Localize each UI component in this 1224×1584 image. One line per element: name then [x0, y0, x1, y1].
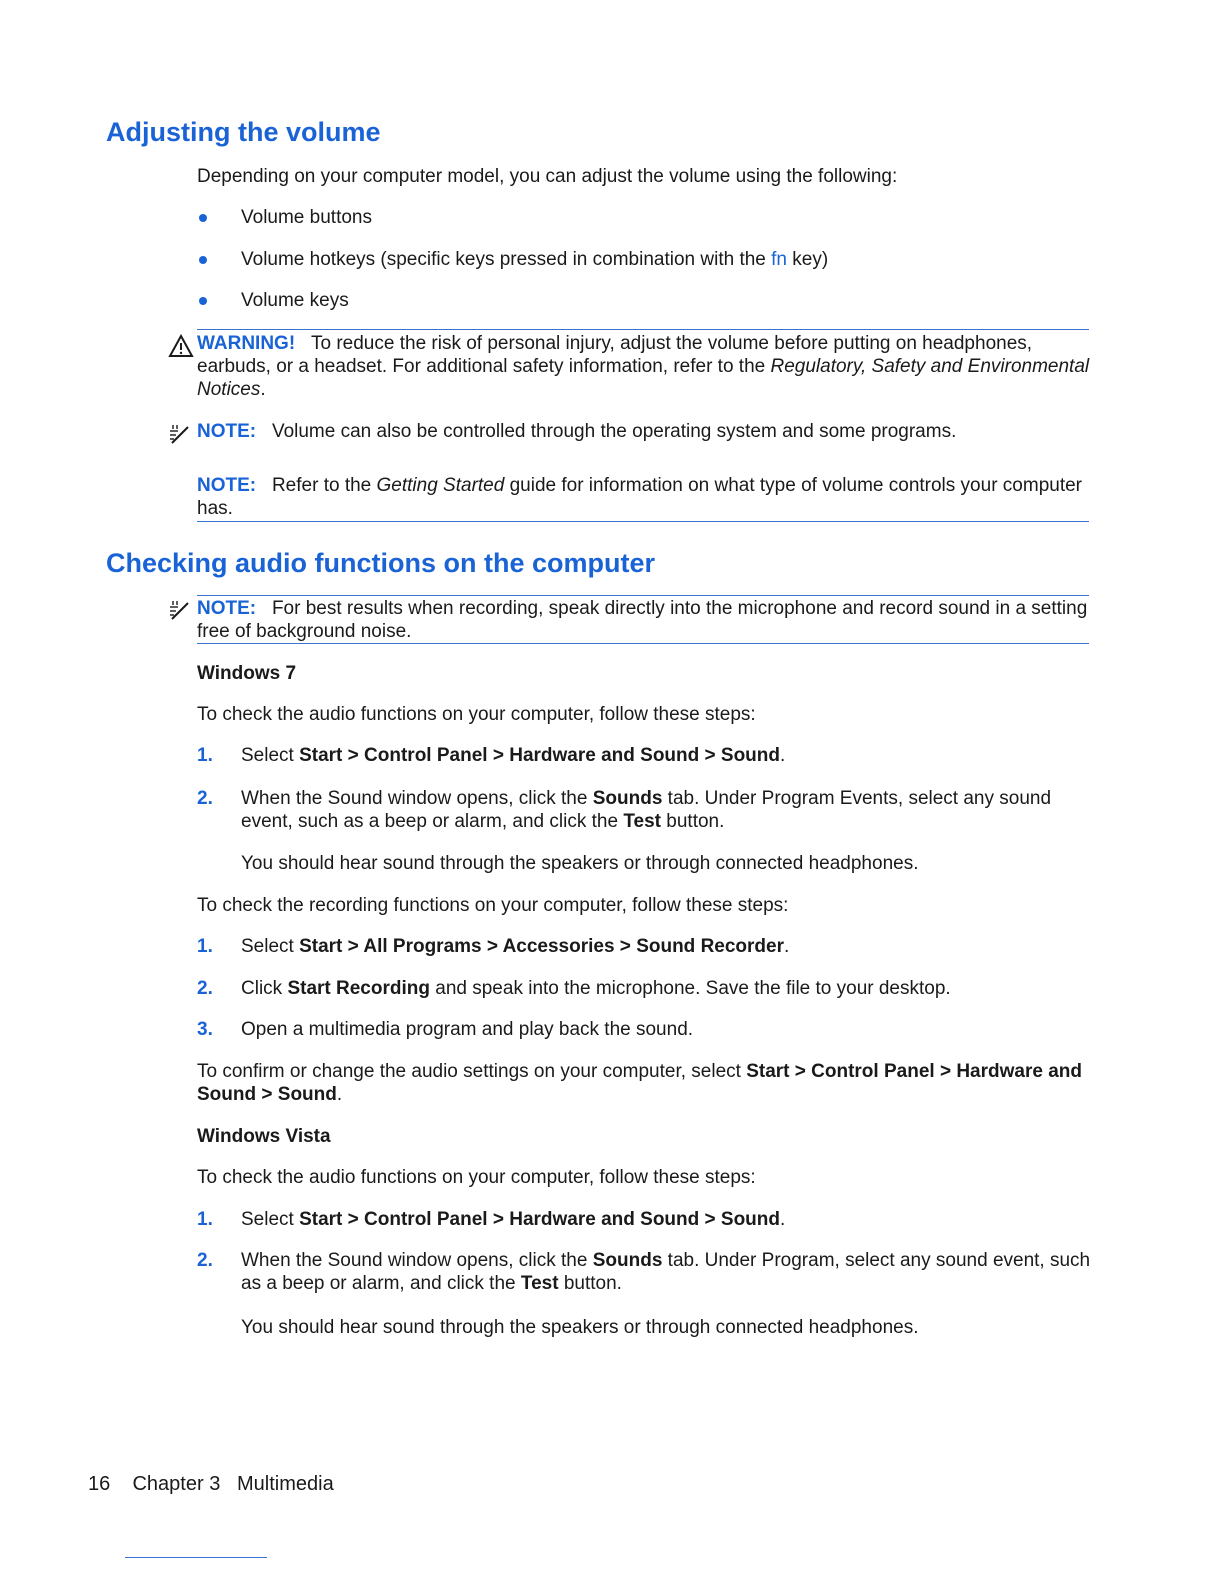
win7-record-intro: To check the recording functions on your computer, follow these steps:	[197, 895, 789, 916]
chapter-title: Multimedia	[237, 1473, 334, 1495]
subheading-windows-vista: Windows Vista	[197, 1126, 331, 1147]
bullet-icon	[199, 297, 207, 305]
note-getting-started: NOTE: Refer to the Getting Started guide for information on what type of volume controls your computer has.	[197, 475, 1082, 519]
note-pencil-icon	[168, 599, 194, 627]
win7-check-intro: To check the audio functions on your computer, follow these steps:	[197, 704, 756, 725]
subheading-windows-7: Windows 7	[197, 663, 297, 684]
note-bottom-rule	[197, 521, 1089, 522]
getting-started-ref: Getting Started	[376, 475, 505, 496]
win7-confirm-settings: To confirm or change the audio settings on your computer, select Start > Control Panel > Hardware and Sound > Sound.	[197, 1061, 1082, 1105]
regulatory-notices-ref: Regulatory, Safety and Environmental Notices	[197, 356, 1090, 400]
fn-key-label: fn	[771, 249, 788, 270]
warning-top-rule	[197, 329, 1089, 330]
warning-text: WARNING! To reduce the risk of personal injury, adjust the volume before putting on headphones, earbuds, or a headset. For additional safety information, refer to the Regulatory, Safety and Environmental Notices.	[197, 333, 1090, 400]
page-footer	[88, 1473, 334, 1496]
warning-label: WARNING!	[197, 333, 296, 354]
section-heading-checking-audio: Checking audio functions on the computer	[106, 548, 656, 578]
footer-rule	[125, 1557, 267, 1558]
warning-triangle-icon	[168, 334, 194, 364]
vista-check-result: You should hear sound through the speakers or through connected headphones.	[241, 1317, 919, 1338]
note-volume-control: NOTE: Volume can also be controlled through the operating system and some programs.	[197, 421, 957, 442]
note-pencil-icon	[168, 423, 194, 451]
chapter-label: Chapter 3	[132, 1473, 221, 1495]
note-label: NOTE:	[197, 421, 257, 442]
page-number: 16	[88, 1473, 111, 1495]
win7-check-result: You should hear sound through the speakers or through connected headphones.	[241, 853, 919, 874]
note-top-rule	[197, 595, 1089, 596]
section-intro: Depending on your computer model, you can adjust the volume using the following:	[197, 166, 898, 187]
bullet-icon	[199, 256, 207, 264]
section-heading-adjusting-volume: Adjusting the volume	[106, 117, 381, 147]
note-bottom-rule	[197, 643, 1089, 644]
note-label: NOTE:	[197, 598, 257, 619]
vista-check-intro: To check the audio functions on your computer, follow these steps:	[197, 1167, 756, 1188]
bullet-icon	[199, 214, 207, 222]
note-recording-tip: NOTE: For best results when recording, speak directly into the microphone and record sound in a setting free of background noise.	[197, 598, 1088, 642]
note-label: NOTE:	[197, 475, 257, 496]
